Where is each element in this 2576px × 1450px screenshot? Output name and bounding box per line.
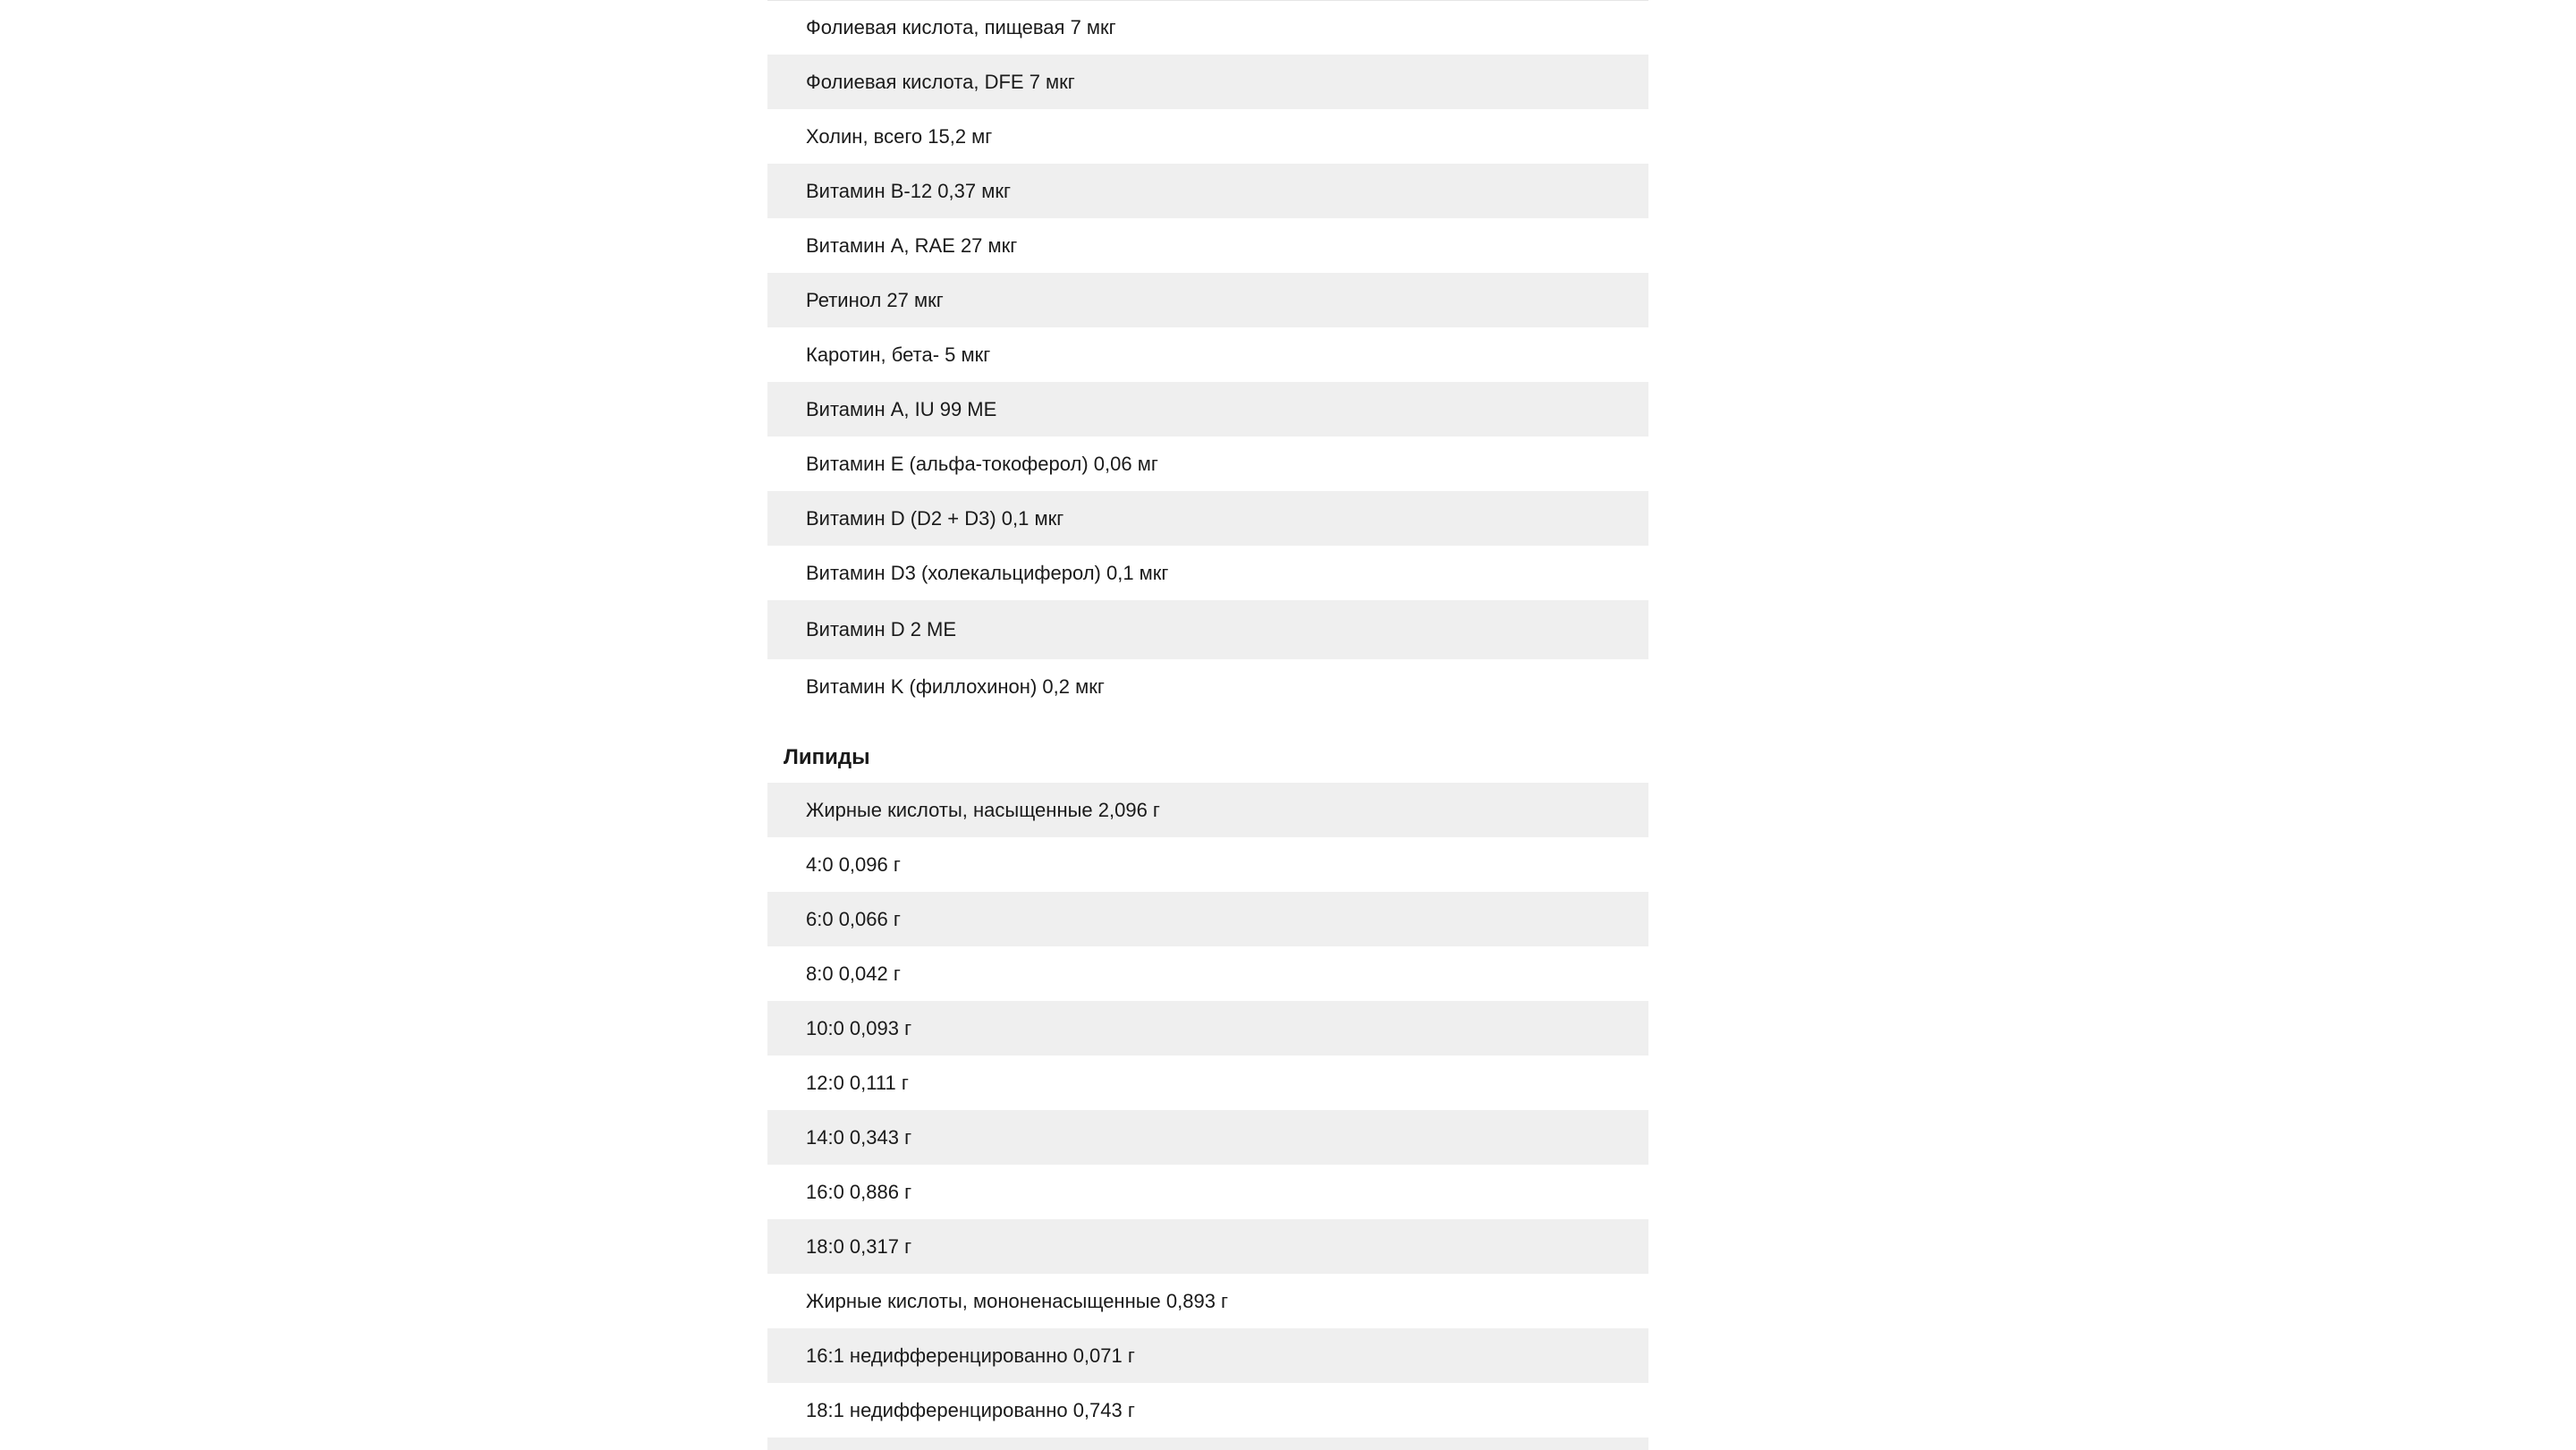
lipids-list: [767, 783, 1648, 1450]
vitamins-list: [767, 0, 1648, 714]
section-title-lipids: Липиды: [784, 745, 870, 769]
nutrient-row-vitamin-a-iu: Витамин A, IU 99 МЕ: [767, 382, 1648, 437]
nutrient-row-choline: Холин, всего 15,2 мг: [806, 125, 993, 148]
nutrient-row-vitamin-k: Витамин K (филлохинон) 0,2 мкг: [806, 675, 1105, 698]
nutrient-row-vitamin-d3: Витамин D3 (холекальциферол) 0,1 мкг: [806, 562, 1169, 584]
nutrient-row-fa-16-1: 16:1 недифференцированно 0,071 г: [767, 1328, 1648, 1383]
nutrient-row-fa-10-0: 10:0 0,093 г: [767, 1001, 1648, 1056]
nutrient-row-vitamin-d-iu: Витамин D 2 МЕ: [767, 600, 1648, 659]
nutrient-row-fa-18-1: 18:1 недифференцированно 0,743 г: [806, 1399, 1135, 1421]
nutrient-row-fa-18-0: 18:0 0,317 г: [767, 1219, 1648, 1274]
nutrient-row-saturated-fat: Жирные кислоты, насыщенные 2,096 г: [767, 783, 1648, 837]
nutrient-row-folic-dfe: Фолиевая кислота, DFE 7 мкг: [767, 55, 1648, 109]
nutrient-row-folic-food: Фолиевая кислота, пищевая 7 мкг: [806, 16, 1116, 38]
nutrient-row-retinol: Ретинол 27 мкг: [767, 273, 1648, 327]
nutrient-row-fa-8-0: 8:0 0,042 г: [806, 962, 901, 985]
nutrient-row-fa-16-0: 16:0 0,886 г: [806, 1181, 912, 1203]
nutrient-row-monounsaturated-fat: Жирные кислоты, мононенасыщенные 0,893 г: [806, 1290, 1229, 1312]
nutrient-row-beta-carotene: Каротин, бета- 5 мкг: [806, 343, 991, 366]
nutrient-row-vitamin-b12: Витамин B-12 0,37 мкг: [767, 164, 1648, 218]
nutrient-row-fa-6-0: 6:0 0,066 г: [767, 892, 1648, 946]
nutrient-row-vitamin-a-rae: Витамин A, RAE 27 мкг: [806, 234, 1018, 257]
nutrient-row-vitamin-d-d2d3: Витамин D (D2 + D3) 0,1 мкг: [767, 491, 1648, 546]
nutrient-row-next-partial: [767, 1437, 1648, 1450]
nutrient-row-vitamin-e: Витамин E (альфа-токоферол) 0,06 мг: [806, 453, 1158, 475]
nutrient-row-fa-14-0: 14:0 0,343 г: [767, 1110, 1648, 1165]
nutrient-row-fa-12-0: 12:0 0,111 г: [806, 1072, 909, 1094]
nutrient-row-fa-4-0: 4:0 0,096 г: [806, 853, 901, 876]
